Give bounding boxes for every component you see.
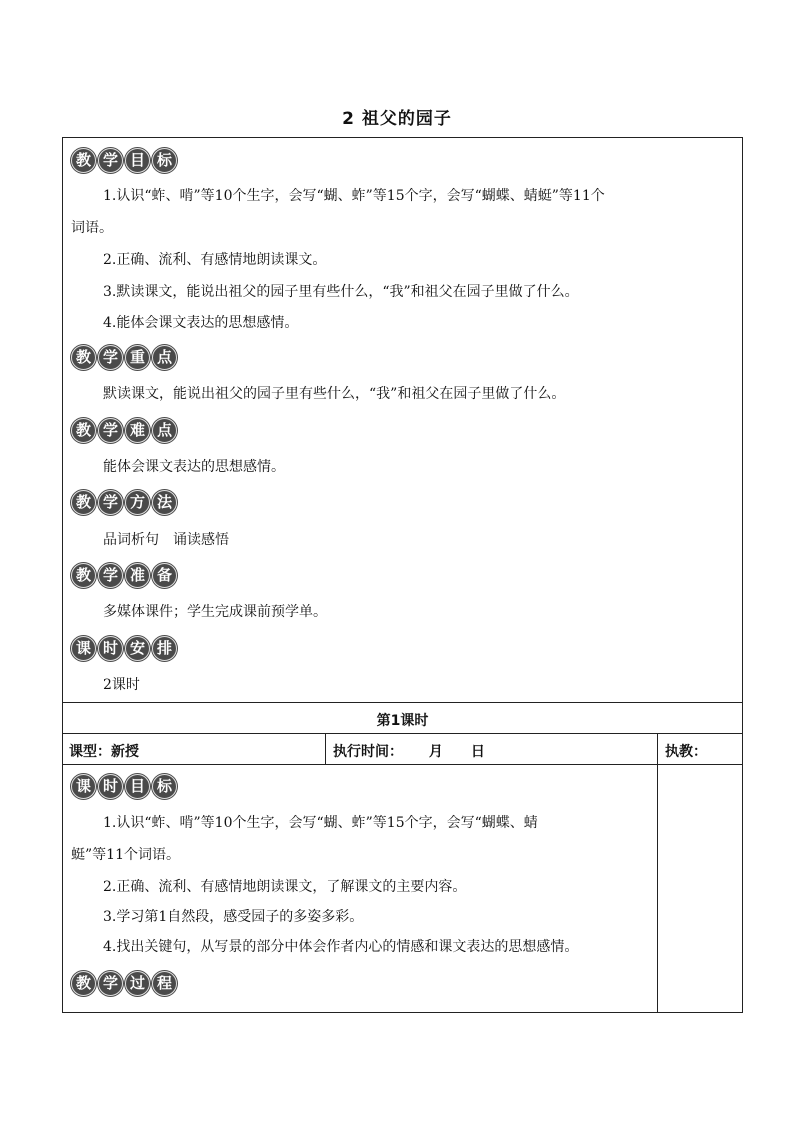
goal-line-1a: 1.认识“蚱、啃”等10个生字，会写“蝴、蚱”等15个字，会写“蝴蝶、蜻: [103, 815, 538, 831]
divider: [63, 764, 742, 765]
lesson-goals-heading: 课 时 目 标: [71, 774, 177, 799]
process-heading: 教 学 过 程: [71, 971, 177, 996]
preparation-text: 多媒体课件；学生完成课前预学单。: [103, 604, 327, 620]
lesson-heading: 第1课时: [376, 713, 429, 729]
teacher-label: 执教：: [665, 744, 707, 760]
objective-line-2: 2.正确、流利、有感情地朗读课文。: [103, 252, 327, 268]
goal-line-1b: 蜓”等11个词语。: [71, 847, 180, 863]
preparation-heading: 教 学 准 备: [71, 563, 177, 588]
objectives-heading: 教 学 目 标: [71, 148, 177, 173]
execution-time: 执行时间： 月 日: [333, 744, 485, 760]
divider: [63, 733, 742, 734]
goal-line-3: 3.学习第1自然段，感受园子的多姿多彩。: [103, 909, 364, 925]
objective-line-1b: 词语。: [71, 220, 113, 236]
difficulty-text: 能体会课文表达的思想感情。: [103, 459, 285, 475]
divider: [657, 733, 658, 1012]
difficulty-heading: 教 学 难 点: [71, 418, 177, 443]
method-heading: 教 学 方 法: [71, 490, 177, 515]
objective-line-3: 3.默读课文，能说出祖父的园子里有些什么，“我”和祖父在园子里做了什么。: [103, 284, 579, 300]
document-title: 2 祖父的园子: [342, 109, 452, 129]
method-text: 品词析句 诵读感悟: [103, 532, 229, 548]
lesson-type: 课型：新授: [69, 744, 139, 760]
goal-line-4: 4.找出关键句，从写景的部分中体会作者内心的情感和课文表达的思想感情。: [103, 939, 579, 955]
key-points-heading: 教 学 重 点: [71, 345, 177, 370]
key-points-text: 默读课文，能说出祖父的园子里有些什么，“我”和祖父在园子里做了什么。: [103, 386, 566, 402]
schedule-heading: 课 时 安 排: [71, 636, 177, 661]
objective-line-1a: 1.认识“蚱、啃”等10个生字，会写“蝴、蚱”等15个字，会写“蝴蝶、蜻蜓”等11个: [103, 188, 605, 204]
divider: [63, 702, 742, 703]
lesson-plan-table: [62, 137, 743, 1013]
schedule-text: 2课时: [103, 677, 140, 693]
divider: [325, 733, 326, 764]
goal-line-2: 2.正确、流利、有感情地朗读课文，了解课文的主要内容。: [103, 879, 467, 895]
objective-line-4: 4.能体会课文表达的思想感情。: [103, 315, 299, 331]
